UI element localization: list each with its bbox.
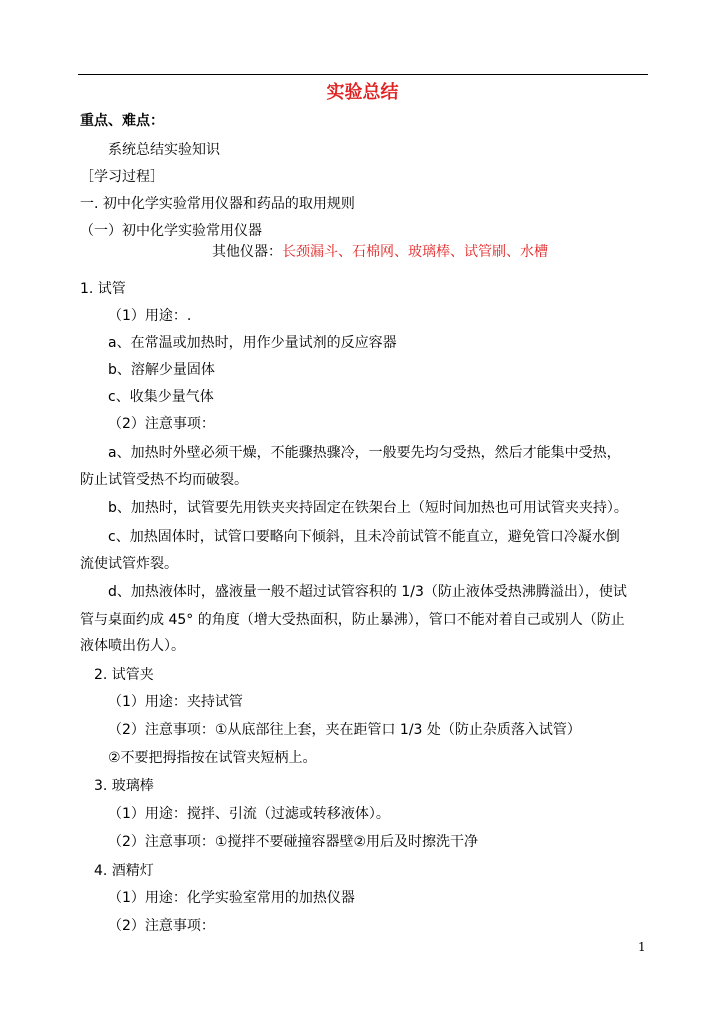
page-title: 实验总结	[326, 82, 399, 103]
test-tube-note-b: b、加热时，试管要先用铁夹夹持固定在铁架台上（短时间加热也可用试管夹夹持）。	[108, 500, 628, 516]
test-tube-use-c: c、收集少量气体	[108, 389, 214, 405]
test-tube-clamp-notes-1: （2）注意事项：①从底部往上套，夹在距管口 1/3 处（防止杂质落入试管）	[108, 722, 581, 738]
glass-rod-use: （1）用途：搅拌、引流（过滤或转移液体）。	[108, 806, 390, 822]
section-heading-1: 一. 初中化学实验常用仪器和药品的取用规则	[80, 196, 355, 212]
other-instruments-line	[212, 243, 548, 261]
test-tube-note-c-1: c、加热固体时，试管口要略向下倾斜，且未冷前试管不能直立，避免管口冷凝水倒	[108, 529, 620, 545]
other-instruments-items: 长颈漏斗、石棉网、玻璃棒、试管刷、水槽	[282, 244, 548, 260]
test-tube-clamp-use: （1）用途：夹持试管	[108, 694, 243, 710]
header-rule	[78, 74, 648, 75]
test-tube-clamp-notes-2: ②不要把拇指按在试管夹短柄上。	[108, 750, 317, 766]
item-test-tube-clamp-heading: 2. 试管夹	[94, 667, 154, 683]
test-tube-note-c-2: 流使试管炸裂。	[80, 556, 178, 572]
test-tube-use-label: （1）用途：.	[108, 308, 192, 324]
key-points-heading: 重点、难点：	[80, 113, 164, 129]
test-tube-note-a-1: a、加热时外壁必须干燥，不能骤热骤冷，一般要先均匀受热，然后才能集中受热，	[108, 445, 621, 461]
learning-process-label: ［学习过程］	[80, 169, 164, 185]
item-test-tube-heading: 1. 试管	[80, 281, 126, 297]
alcohol-lamp-notes-label: （2）注意事项：	[108, 918, 215, 934]
test-tube-notes-label: （2）注意事项：	[108, 416, 215, 432]
test-tube-note-d-1: d、加热液体时，盛液量一般不超过试管容积的 1/3（防止液体受热沸腾溢出），使试	[108, 584, 627, 600]
glass-rod-notes: （2）注意事项：①搅拌不要碰撞容器壁②用后及时擦洗干净	[108, 834, 479, 850]
test-tube-use-a: a、在常温或加热时，用作少量试剂的反应容器	[108, 335, 397, 351]
subsection-heading-1: （一）初中化学实验常用仪器	[80, 223, 262, 239]
test-tube-note-d-2: 管与桌面约成 45° 的角度（增大受热面积，防止暴沸），管口不能对着自己或别人（防止	[80, 612, 625, 628]
test-tube-use-b: b、溶解少量固体	[108, 362, 215, 378]
item-glass-rod-heading: 3. 玻璃棒	[94, 778, 154, 794]
page-number: 1	[638, 940, 646, 954]
item-alcohol-lamp-heading: 4. 酒精灯	[94, 863, 154, 879]
test-tube-note-d-3: 液体喷出伤人）。	[80, 638, 185, 654]
alcohol-lamp-use: （1）用途：化学实验室常用的加热仪器	[108, 890, 355, 906]
other-instruments-label: 其他仪器：	[212, 244, 282, 260]
test-tube-note-a-2: 防止试管受热不均而破裂。	[80, 472, 248, 488]
key-points-text: 系统总结实验知识	[108, 142, 220, 158]
